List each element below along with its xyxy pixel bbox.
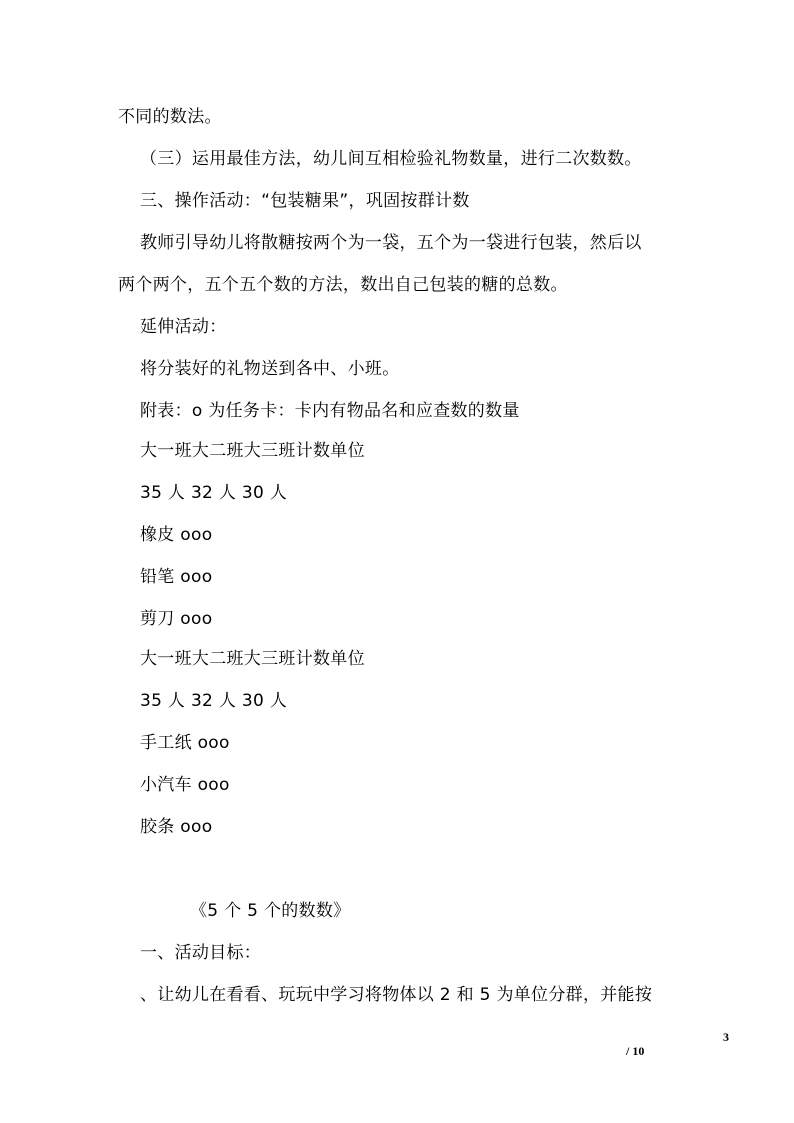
text-line: 教师引导幼儿将散糖按两个为一袋，五个为一袋进行包装，然后以: [140, 233, 642, 253]
table-row-line: 35 人 32 人 30 人: [140, 691, 288, 711]
table-row-line: 铅笔 ooo: [140, 567, 213, 587]
text-line: 两个两个，五个五个数的方法，数出自己包装的糖的总数。: [118, 275, 568, 295]
section-heading: 延伸活动：: [140, 317, 227, 337]
section-heading: 三、操作活动：“包装糖果”，巩固按群计数: [140, 191, 470, 211]
table-row-line: 橡皮 ooo: [140, 525, 213, 545]
table-header-line: 大一班大二班大三班计数单位: [140, 441, 365, 461]
page-number: 3: [723, 1030, 729, 1044]
text-line: 不同的数法。: [118, 107, 222, 127]
table-header-line: 大一班大二班大三班计数单位: [140, 649, 365, 669]
text-line: 、让幼儿在看看、玩玩中学习将物体以 2 和 5 为单位分群，并能按: [140, 985, 653, 1005]
page-total: / 10: [626, 1044, 645, 1058]
text-line: 将分装好的礼物送到各中、小班。: [140, 359, 400, 379]
table-row-line: 手工纸 ooo: [140, 733, 230, 753]
article-title: 《5 个 5 个的数数》: [190, 901, 351, 921]
section-heading: 一、活动目标：: [140, 943, 262, 963]
text-line: （三）运用最佳方法，幼儿间互相检验礼物数量，进行二次数数。: [140, 149, 642, 169]
table-row-line: 胶条 ooo: [140, 817, 213, 837]
table-row-line: 35 人 32 人 30 人: [140, 483, 288, 503]
table-row-line: 剪刀 ooo: [140, 609, 213, 629]
text-line: 附表：o 为任务卡：卡内有物品名和应查数的数量: [140, 401, 520, 421]
table-row-line: 小汽车 ooo: [140, 775, 230, 795]
